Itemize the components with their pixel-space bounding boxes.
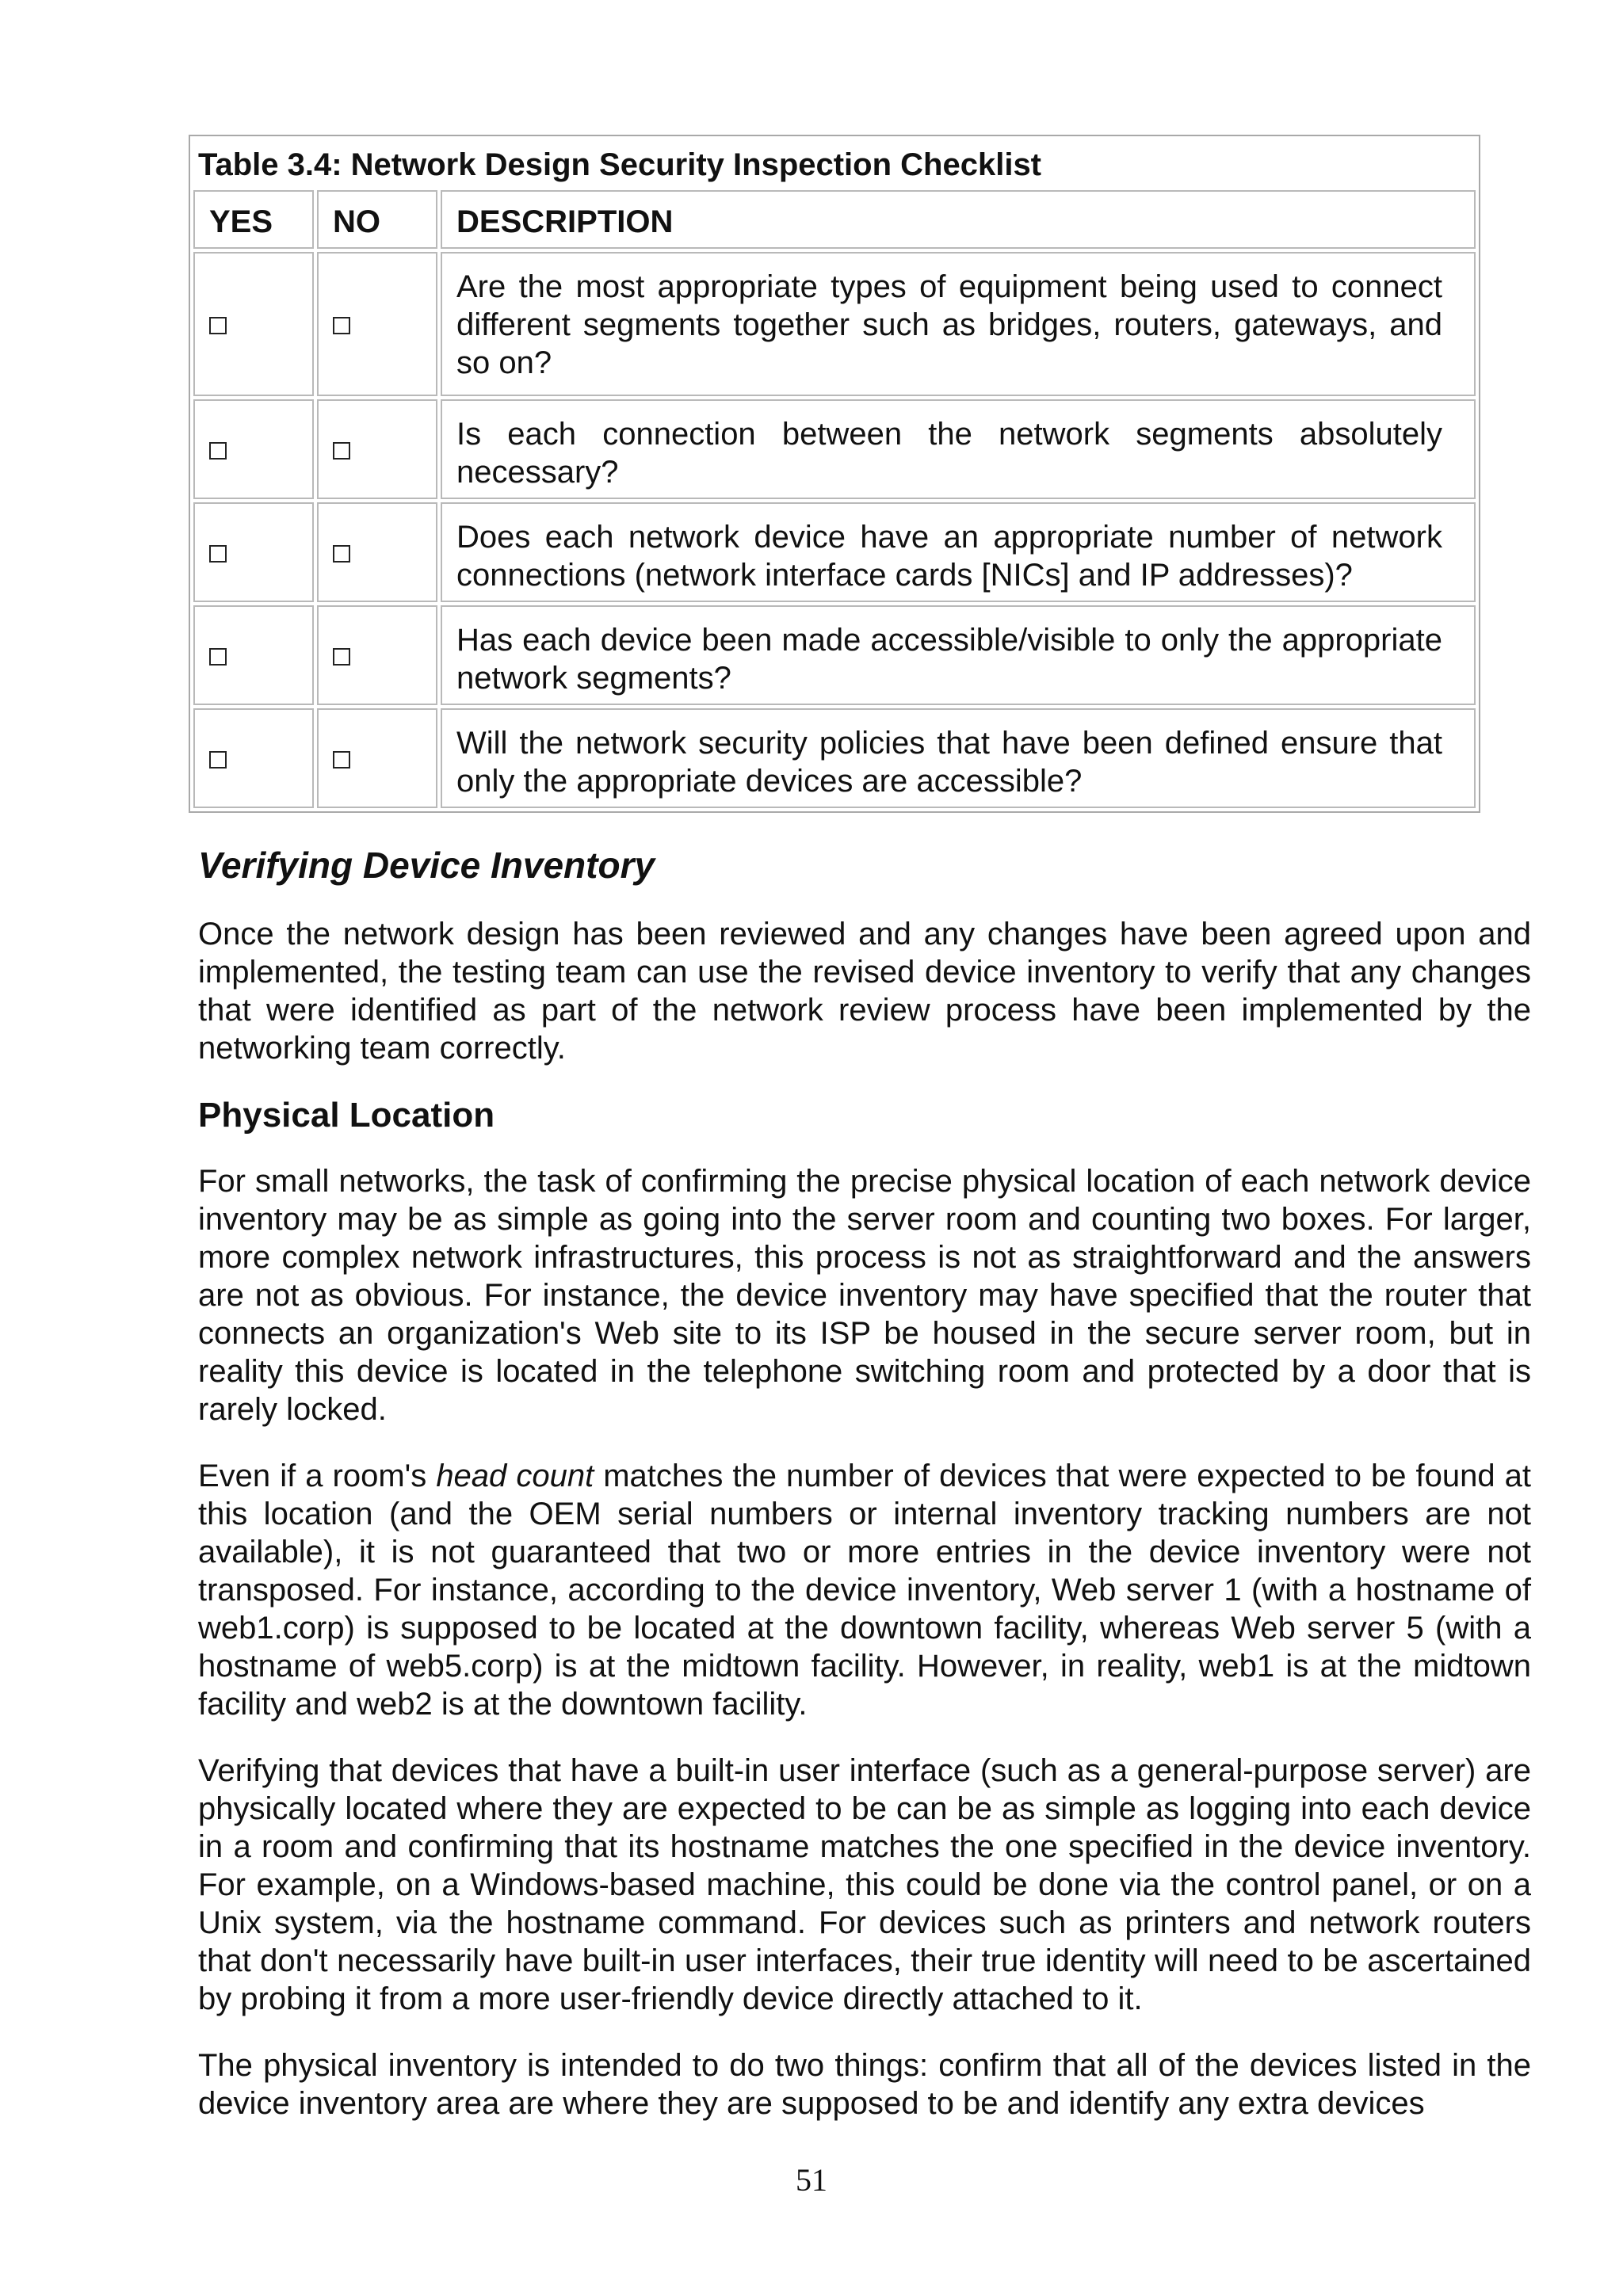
yes-cell: [193, 708, 314, 808]
no-checkbox[interactable]: [333, 442, 350, 460]
no-cell: [317, 708, 437, 808]
description-cell: Are the most appropriate types of equipment being used to connect different segments together such as bridges, routers, gateways, and so on?: [441, 252, 1476, 396]
security-checklist-table: [189, 135, 1480, 813]
yes-checkbox[interactable]: [209, 751, 227, 769]
yes-checkbox[interactable]: [209, 648, 227, 666]
yes-checkbox[interactable]: [209, 545, 227, 563]
no-cell: [317, 399, 437, 499]
no-checkbox[interactable]: [333, 751, 350, 769]
yes-cell: [193, 502, 314, 602]
yes-cell: [193, 252, 314, 396]
paragraph: The physical inventory is intended to do two things: confirm that all of the devices listed in the device inventory area are where they are supposed to be and identify any extra devices: [198, 2048, 1531, 2122]
no-cell: [317, 605, 437, 705]
table-caption-row: [193, 139, 1476, 187]
no-cell: [317, 502, 437, 602]
paragraph: For small networks, the task of confirming the precise physical location of each network device inventory may be as simple as going into the server room and counting two boxes. For larger, more complex network infrastructures, this process is not as straightforward and the answers are not as obvious. For instance, the device inventory may have specified that the router that connects an organization's Web site to its ISP be housed in the secure server room, but in reality this device is located in the telephone switching room and protected by a door that is rarely locked.: [198, 1164, 1531, 1428]
no-checkbox[interactable]: [333, 648, 350, 666]
paragraph: Once the network design has been reviewed and any changes have been agreed upon and implemented, the testing team can use the revised device inventory to verify that any changes that were identified as part of the network review process have been implemented by the networking team correctly.: [198, 916, 1531, 1066]
no-cell: [317, 252, 437, 396]
description-cell: Is each connection between the network segments absolutely necessary?: [441, 399, 1476, 499]
page-number: 51: [796, 2162, 827, 2198]
table-row: [193, 252, 1476, 396]
body-content: [198, 845, 1531, 2151]
table-row: [193, 502, 1476, 602]
header-description: DESCRIPTION: [441, 190, 1476, 249]
no-checkbox[interactable]: [333, 317, 350, 334]
header-yes: YES: [193, 190, 314, 249]
description-cell: Has each device been made accessible/visible to only the appropriate network segments?: [441, 605, 1476, 705]
yes-checkbox[interactable]: [209, 317, 227, 334]
description-cell: Will the network security policies that have been defined ensure that only the appropriate devices are accessible?: [441, 708, 1476, 808]
paragraph-text: matches the number of devices that were expected to be found at this location (and the OEM serial numbers or internal inventory tracking numbers are not available), it is not guaranteed that two or more entries in the device inventory were not transposed. For instance, according to the device inventory, Web server 1 (with a hostname of web1.corp) is supposed to be located at the downtown facility, whereas Web server 5 (with a hostname of web5.corp) is at the midtown facility. However, in reality, web1 is at the midtown facility and web2 is at the downtown facility.: [198, 1459, 1532, 1722]
table-row: [193, 708, 1476, 808]
section-heading-verifying: Verifying Device Inventory: [198, 845, 655, 886]
table-caption: Table 3.4: Network Design Security Inspection Checklist: [198, 147, 1042, 182]
header-no: NO: [317, 190, 437, 249]
yes-checkbox[interactable]: [209, 442, 227, 460]
yes-cell: [193, 399, 314, 499]
description-cell: Does each network device have an appropriate number of network connections (network interface cards [NICs] and IP addresses)?: [441, 502, 1476, 602]
yes-cell: [193, 605, 314, 705]
table-row: [193, 605, 1476, 705]
italic-term: head count: [436, 1459, 594, 1494]
paragraph: Verifying that devices that have a built-in user interface (such as a general-purpose server) are physically located where they are expected to be can be as simple as logging into each device in a room and confirming that its hostname matches the one specified in the device inventory. For example, on a Windows-based machine, this could be done via the control panel, or on a Unix system, via the hostname command. For devices such as printers and network routers that don't necessarily have built-in user interfaces, their true identity will need to be ascertained by probing it from a more user-friendly device directly attached to it.: [198, 1753, 1531, 2017]
paragraph-text: Even if a room's: [198, 1459, 437, 1494]
no-checkbox[interactable]: [333, 545, 350, 563]
section-heading-physical-location: Physical Location: [198, 1095, 495, 1135]
paragraph: [198, 1457, 1531, 1723]
table-row: [193, 399, 1476, 499]
table-header-row: [193, 190, 1476, 249]
